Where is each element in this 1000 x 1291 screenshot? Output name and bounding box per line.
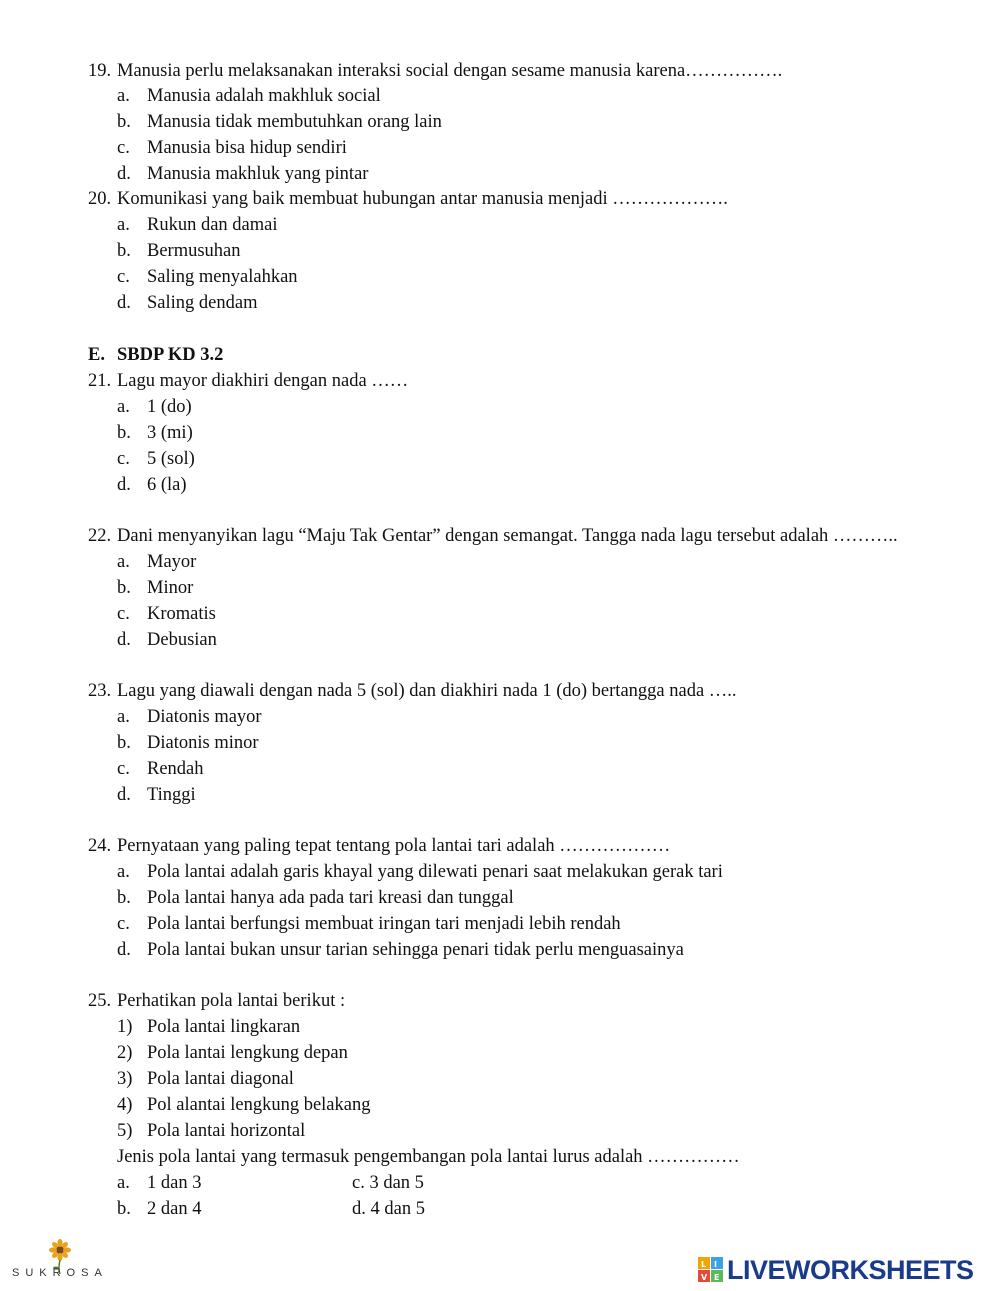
item-number: 2)	[117, 1043, 133, 1063]
liveworksheets-wordmark: LIVEWORKSHEETS	[727, 1254, 974, 1285]
option-text: 6 (la)	[147, 475, 187, 495]
liveworksheets-logo[interactable]	[698, 1255, 974, 1285]
question-number: 24.	[88, 836, 112, 856]
svg-text:V: V	[701, 1273, 708, 1282]
option-letter: a.	[117, 397, 130, 417]
liveworksheets-icon	[698, 1257, 724, 1283]
option-letter: d.	[117, 785, 131, 805]
option-text: 1 (do)	[147, 397, 192, 417]
question-number: 22.	[88, 526, 112, 546]
option-letter: a.	[117, 86, 130, 106]
option-letter: b.	[117, 888, 131, 908]
option-text: Tinggi	[147, 785, 196, 805]
svg-text:L: L	[701, 1260, 707, 1269]
option-text: Kromatis	[147, 604, 216, 624]
option-text: Rukun dan damai	[147, 215, 278, 235]
question-text: Lagu yang diawali dengan nada 5 (sol) dan diakhiri nada 1 (do) bertangga nada …..	[117, 681, 737, 701]
question-number: 23.	[88, 681, 112, 701]
option-letter: b.	[117, 241, 131, 261]
item-number: 1)	[117, 1017, 133, 1037]
option-letter: a.	[117, 862, 130, 882]
option-letter: d.	[117, 475, 131, 495]
option-text: Saling dendam	[147, 293, 258, 313]
item-number: 4)	[117, 1095, 133, 1115]
section-letter: E.	[88, 345, 105, 365]
option-letter: c.	[117, 138, 130, 158]
svg-text:E: E	[714, 1273, 720, 1282]
question-text: Dani menyanyikan lagu “Maju Tak Gentar” dengan semangat. Tangga nada lagu tersebut adalah ………..	[117, 526, 898, 546]
question-number: 20.	[88, 189, 112, 209]
option-text: Mayor	[147, 552, 197, 572]
option-letter: d.	[117, 164, 131, 184]
option-text: Manusia tidak membutuhkan orang lain	[147, 112, 442, 132]
question-number: 19.	[88, 61, 112, 81]
question-text: Jenis pola lantai yang termasuk pengembangan pola lantai lurus adalah ……………	[117, 1147, 740, 1167]
option-letter: a.	[117, 552, 130, 572]
option-letter: a.	[117, 215, 130, 235]
option-25b-letter[interactable]: b.	[117, 1199, 131, 1219]
option-25a-letter[interactable]: a.	[117, 1173, 130, 1193]
question-text: Pernyataan yang paling tepat tentang pola lantai tari adalah ………………	[117, 836, 671, 856]
option-25a-text[interactable]: 1 dan 3	[147, 1173, 202, 1193]
sunflower-icon	[12, 1238, 122, 1288]
option-letter: c.	[117, 604, 130, 624]
question-number: 25.	[88, 991, 112, 1011]
option-letter: b.	[117, 112, 131, 132]
option-text: Bermusuhan	[147, 241, 241, 261]
option-letter: c.	[117, 267, 130, 287]
item-text: Pola lantai lengkung depan	[147, 1043, 348, 1063]
option-text: Manusia adalah makhluk social	[147, 86, 381, 106]
item-text: Pola lantai horizontal	[147, 1121, 306, 1141]
option-text: Manusia makhluk yang pintar	[147, 164, 369, 184]
option-text: Manusia bisa hidup sendiri	[147, 138, 347, 158]
item-number: 5)	[117, 1121, 133, 1141]
item-text: Pola lantai lingkaran	[147, 1017, 301, 1037]
option-text: Pola lantai hanya ada pada tari kreasi dan tunggal	[147, 888, 514, 908]
svg-text:I: I	[714, 1260, 717, 1269]
option-text: Pola lantai adalah garis khayal yang dilewati penari saat melakukan gerak tari	[147, 862, 723, 882]
option-letter: d.	[117, 293, 131, 313]
option-letter: c.	[117, 914, 130, 934]
question-text: Perhatikan pola lantai berikut :	[117, 991, 346, 1011]
option-text: Diatonis mayor	[147, 707, 262, 727]
option-letter: c.	[117, 449, 130, 469]
option-text: Pola lantai bukan unsur tarian sehingga penari tidak perlu menguasainya	[147, 940, 684, 960]
option-letter: b.	[117, 423, 131, 443]
option-text: 5 (sol)	[147, 449, 195, 469]
option-text: Rendah	[147, 759, 204, 779]
item-text: Pol alantai lengkung belakang	[147, 1095, 371, 1115]
option-25c[interactable]: c. 3 dan 5	[352, 1173, 424, 1193]
option-text: Debusian	[147, 630, 217, 650]
question-text: Manusia perlu melaksanakan interaksi social dengan sesame manusia karena…………….	[117, 61, 783, 81]
question-text: Komunikasi yang baik membuat hubungan antar manusia menjadi ……………….	[117, 189, 728, 209]
question-number: 21.	[88, 371, 112, 391]
option-letter: d.	[117, 630, 131, 650]
option-letter: b.	[117, 733, 131, 753]
option-letter: a.	[117, 707, 130, 727]
option-text: Saling menyalahkan	[147, 267, 298, 287]
section-title: SBDP KD 3.2	[117, 345, 224, 365]
question-text: Lagu mayor diakhiri dengan nada ……	[117, 371, 409, 391]
option-text: Diatonis minor	[147, 733, 259, 753]
item-text: Pola lantai diagonal	[147, 1069, 294, 1089]
option-text: Pola lantai berfungsi membuat iringan tari menjadi lebih rendah	[147, 914, 621, 934]
option-letter: c.	[117, 759, 130, 779]
option-letter: d.	[117, 940, 131, 960]
item-number: 3)	[117, 1069, 133, 1089]
option-25d[interactable]: d. 4 dan 5	[352, 1199, 425, 1219]
option-text: 3 (mi)	[147, 423, 193, 443]
option-letter: b.	[117, 578, 131, 598]
option-text: Minor	[147, 578, 194, 598]
sukrosa-wordmark: SUKROSA	[12, 1267, 108, 1279]
option-25b-text[interactable]: 2 dan 4	[147, 1199, 202, 1219]
